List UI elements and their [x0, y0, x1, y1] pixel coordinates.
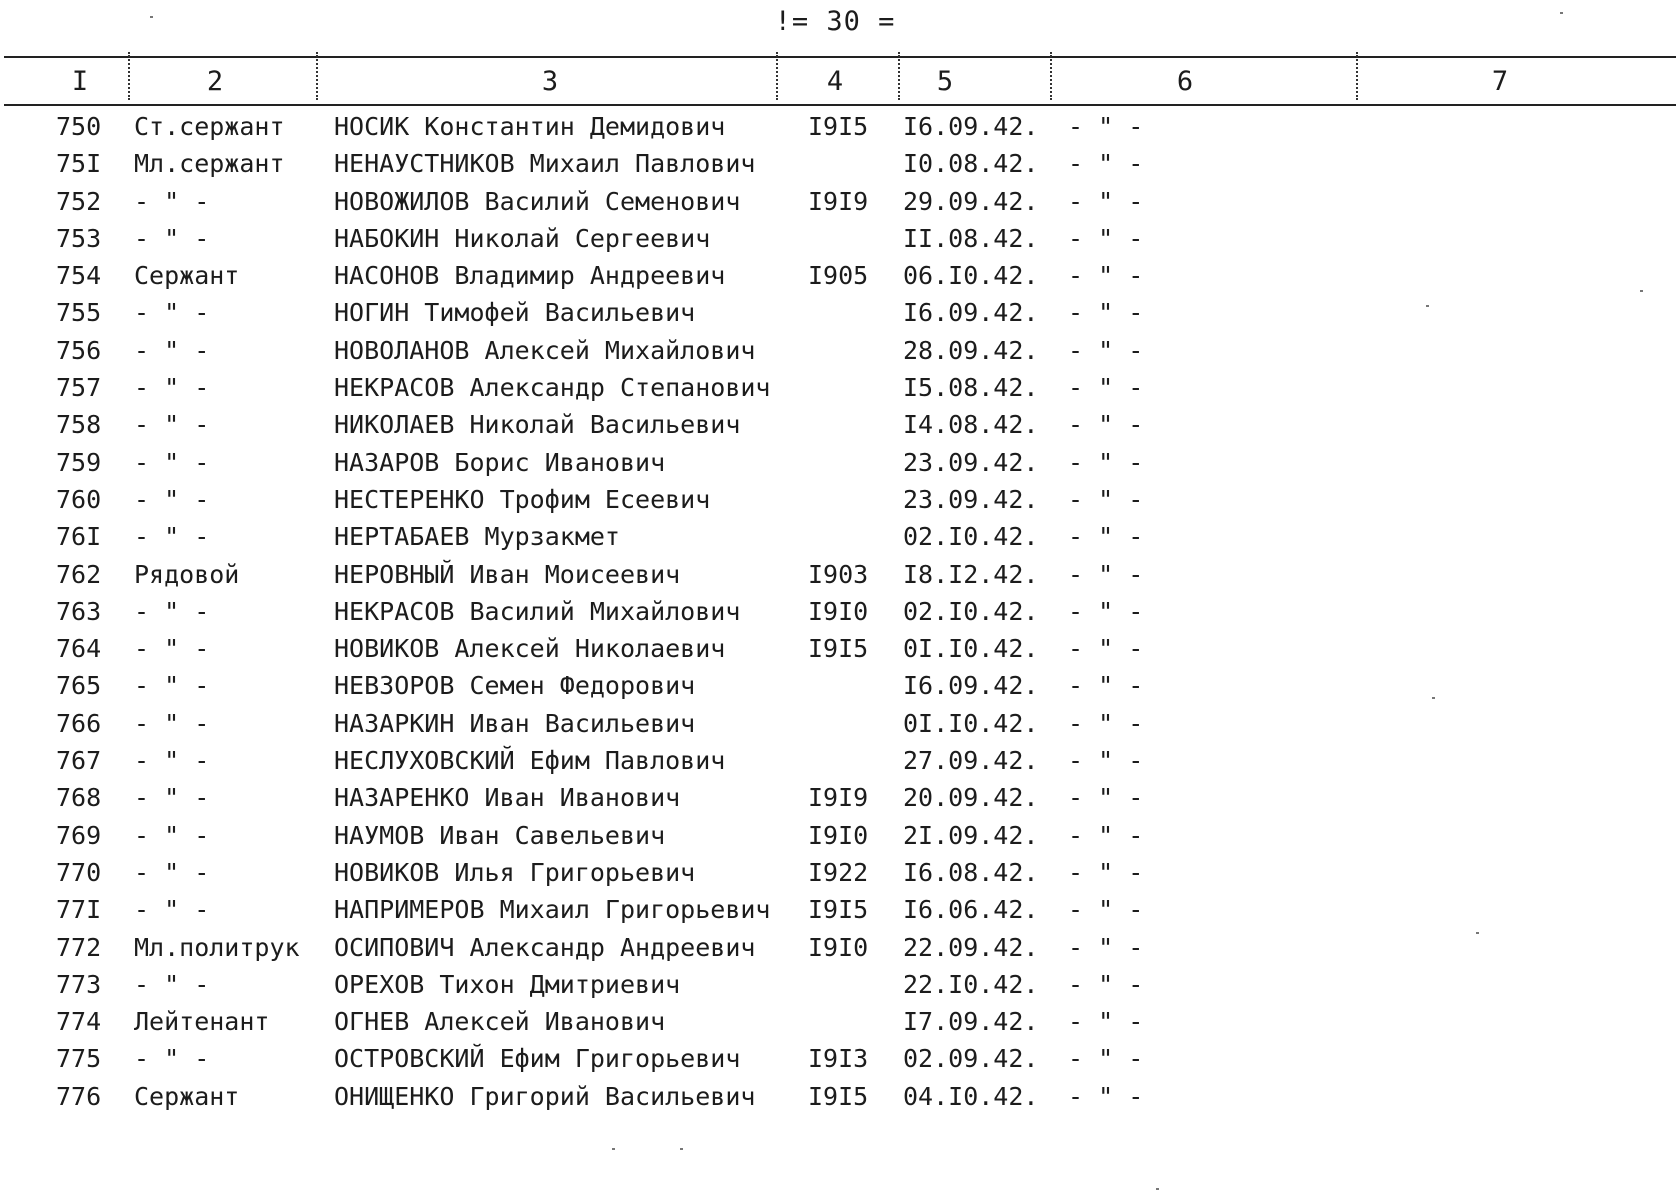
rank-cell: - " - — [134, 447, 210, 477]
ditto-cell: - " - — [1068, 112, 1144, 141]
row-number: 775 — [56, 1044, 102, 1074]
rank-cell: - " - — [134, 634, 210, 664]
row-number: 758 — [56, 410, 102, 440]
rank-cell: - " - — [134, 783, 210, 813]
birth-year-cell: I9I9 — [808, 783, 869, 813]
name-cell: НАЗАРЕНКО Иван Иванович — [334, 783, 681, 813]
name-cell: НАУМОВ Иван Савельевич — [334, 820, 666, 850]
ditto-cell: - " - — [1068, 1081, 1144, 1111]
date-cell: II.08.42. — [903, 223, 1039, 253]
row-number: 765 — [56, 671, 102, 701]
table-row — [0, 556, 1680, 593]
date-cell: 02.09.42. — [903, 1044, 1039, 1074]
rank-cell: Мл.политрук — [134, 932, 300, 962]
rank-cell: Лейтенант — [134, 1007, 270, 1037]
name-cell: НЕСТЕРЕНКО Трофим Есеевич — [334, 484, 711, 514]
rank-cell: - " - — [134, 671, 210, 701]
rank-cell: - " - — [134, 484, 210, 514]
ditto-cell: - " - — [1068, 746, 1144, 776]
ditto-cell: - " - — [1068, 149, 1144, 179]
date-cell: I6.06.42. — [903, 895, 1039, 925]
date-cell: 0I.I0.42. — [903, 708, 1039, 738]
date-cell: I6.09.42. — [903, 112, 1039, 141]
rank-cell: - " - — [134, 522, 210, 552]
name-cell: НЕРОВНЫЙ Иван Моисеевич — [334, 559, 681, 589]
row-number: 754 — [56, 261, 102, 291]
rank-cell: - " - — [134, 895, 210, 925]
row-number: 769 — [56, 820, 102, 850]
name-cell: ОСИПОВИЧ Александр Андреевич — [334, 932, 756, 962]
row-number: 756 — [56, 335, 102, 365]
date-cell: I6.08.42. — [903, 857, 1039, 887]
ditto-cell: - " - — [1068, 969, 1144, 999]
table-row — [0, 891, 1680, 928]
rank-cell: - " - — [134, 1044, 210, 1074]
birth-year-cell: I9I5 — [808, 112, 869, 141]
ditto-cell: - " - — [1068, 783, 1144, 813]
table-row — [0, 294, 1680, 331]
column-header-1: I — [71, 66, 89, 97]
name-cell: НАСОНОВ Владимир Андреевич — [334, 261, 726, 291]
birth-year-cell: I9I0 — [808, 932, 869, 962]
table-body — [0, 108, 1680, 1115]
table-row — [0, 1078, 1680, 1115]
name-cell: ОНИЩЕНКО Григорий Васильевич — [334, 1081, 756, 1111]
ditto-cell: - " - — [1068, 261, 1144, 291]
row-number: 767 — [56, 746, 102, 776]
rank-cell: - " - — [134, 746, 210, 776]
rank-cell: Мл.сержант — [134, 149, 285, 179]
rank-cell: - " - — [134, 373, 210, 403]
rank-cell: - " - — [134, 708, 210, 738]
name-cell: ОРЕХОВ Тихон Дмитриевич — [334, 969, 681, 999]
table-row — [0, 705, 1680, 742]
row-number: 77I — [56, 895, 102, 925]
row-number: 768 — [56, 783, 102, 813]
rank-cell: Рядовой — [134, 559, 240, 589]
ditto-cell: - " - — [1068, 484, 1144, 514]
table-row — [0, 108, 1680, 145]
name-cell: НАЗАРОВ Борис Иванович — [334, 447, 666, 477]
rank-cell: - " - — [134, 820, 210, 850]
table-row — [0, 332, 1680, 369]
row-number: 759 — [56, 447, 102, 477]
date-cell: 22.I0.42. — [903, 969, 1039, 999]
birth-year-cell: I9I5 — [808, 1081, 869, 1111]
name-cell: НОВОЛАНОВ Алексей Михайлович — [334, 335, 756, 365]
rank-cell: Сержант — [134, 1081, 240, 1111]
row-number: 764 — [56, 634, 102, 664]
rank-cell: - " - — [134, 335, 210, 365]
ditto-cell: - " - — [1068, 298, 1144, 328]
date-cell: I6.09.42. — [903, 671, 1039, 701]
date-cell: I5.08.42. — [903, 373, 1039, 403]
rank-cell: - " - — [134, 410, 210, 440]
row-number: 762 — [56, 559, 102, 589]
row-number: 763 — [56, 596, 102, 626]
column-separator — [128, 52, 130, 100]
table-row — [0, 966, 1680, 1003]
name-cell: НАБОКИН Николай Сергеевич — [334, 223, 711, 253]
ditto-cell: - " - — [1068, 335, 1144, 365]
name-cell: НЕВЗОРОВ Семен Федорович — [334, 671, 696, 701]
row-number: 760 — [56, 484, 102, 514]
birth-year-cell: I9I3 — [808, 1044, 869, 1074]
ditto-cell: - " - — [1068, 932, 1144, 962]
row-number: 774 — [56, 1007, 102, 1037]
date-cell: 02.I0.42. — [903, 522, 1039, 552]
name-cell: НЕКРАСОВ Василий Михайлович — [334, 596, 741, 626]
column-separator — [776, 52, 778, 100]
birth-year-cell: I9I5 — [808, 895, 869, 925]
date-cell: I8.I2.42. — [903, 559, 1039, 589]
row-number: 75I — [56, 149, 102, 179]
date-cell: 27.09.42. — [903, 746, 1039, 776]
birth-year-cell: I9I9 — [808, 186, 869, 216]
date-cell: 28.09.42. — [903, 335, 1039, 365]
row-number: 750 — [56, 112, 102, 141]
ditto-cell: - " - — [1068, 1044, 1144, 1074]
table-row — [0, 183, 1680, 220]
ditto-cell: - " - — [1068, 522, 1144, 552]
table-row — [0, 742, 1680, 779]
table-row — [0, 220, 1680, 257]
row-number: 770 — [56, 857, 102, 887]
name-cell: ОГНЕВ Алексей Иванович — [334, 1007, 666, 1037]
table-top-rule — [4, 56, 1676, 58]
name-cell: НЕРТАБАЕВ Мурзакмет — [334, 522, 620, 552]
table-row — [0, 406, 1680, 443]
ditto-cell: - " - — [1068, 410, 1144, 440]
date-cell: 2I.09.42. — [903, 820, 1039, 850]
column-separator — [898, 52, 900, 100]
column-header-6: 6 — [1176, 66, 1194, 97]
row-number: 776 — [56, 1081, 102, 1111]
ditto-cell: - " - — [1068, 634, 1144, 664]
table-row — [0, 1040, 1680, 1077]
date-cell: I0.08.42. — [903, 149, 1039, 179]
birth-year-cell: I9I5 — [808, 634, 869, 664]
table-header-rule — [4, 104, 1676, 106]
ditto-cell: - " - — [1068, 857, 1144, 887]
name-cell: НОГИН Тимофей Васильевич — [334, 298, 696, 328]
column-header-2: 2 — [206, 66, 224, 97]
column-header-4: 4 — [826, 66, 844, 97]
page-number: != 30 = — [774, 6, 896, 37]
table-row — [0, 518, 1680, 555]
date-cell: 02.I0.42. — [903, 596, 1039, 626]
rank-cell: - " - — [134, 857, 210, 887]
ditto-cell: - " - — [1068, 186, 1144, 216]
table-row — [0, 779, 1680, 816]
birth-year-cell: I903 — [808, 559, 869, 589]
row-number: 76I — [56, 522, 102, 552]
table-row — [0, 444, 1680, 481]
table-row — [0, 1003, 1680, 1040]
ditto-cell: - " - — [1068, 223, 1144, 253]
name-cell: НАЗАРКИН Иван Васильевич — [334, 708, 696, 738]
name-cell: НОВИКОВ Илья Григорьевич — [334, 857, 696, 887]
ditto-cell: - " - — [1068, 708, 1144, 738]
rank-cell: - " - — [134, 596, 210, 626]
rank-cell: Сержант — [134, 261, 240, 291]
name-cell: НАПРИМЕРОВ Михаил Григорьевич — [334, 895, 771, 925]
column-separator — [316, 52, 318, 100]
date-cell: I4.08.42. — [903, 410, 1039, 440]
ditto-cell: - " - — [1068, 373, 1144, 403]
ditto-cell: - " - — [1068, 1007, 1144, 1037]
table-row — [0, 481, 1680, 518]
column-separator — [1050, 52, 1052, 100]
name-cell: НЕКРАСОВ Александр Степанович — [334, 373, 771, 403]
birth-year-cell: I905 — [808, 261, 869, 291]
table-row — [0, 667, 1680, 704]
column-header-3: 3 — [541, 66, 559, 97]
date-cell: 22.09.42. — [903, 932, 1039, 962]
table-row — [0, 929, 1680, 966]
rank-cell: Ст.сержант — [134, 112, 285, 141]
birth-year-cell: I9I0 — [808, 596, 869, 626]
date-cell: 23.09.42. — [903, 447, 1039, 477]
name-cell: НЕНАУСТНИКОВ Михаил Павлович — [334, 149, 756, 179]
birth-year-cell: I9I0 — [808, 820, 869, 850]
date-cell: 0I.I0.42. — [903, 634, 1039, 664]
column-header-5: 5 — [936, 66, 954, 97]
date-cell: 23.09.42. — [903, 484, 1039, 514]
date-cell: 04.I0.42. — [903, 1081, 1039, 1111]
ditto-cell: - " - — [1068, 820, 1144, 850]
row-number: 757 — [56, 373, 102, 403]
rank-cell: - " - — [134, 186, 210, 216]
column-separator — [1356, 52, 1358, 100]
date-cell: 20.09.42. — [903, 783, 1039, 813]
date-cell: 06.I0.42. — [903, 261, 1039, 291]
name-cell: ОСТРОВСКИЙ Ефим Григорьевич — [334, 1044, 741, 1074]
ditto-cell: - " - — [1068, 559, 1144, 589]
name-cell: НИКОЛАЕВ Николай Васильевич — [334, 410, 741, 440]
ditto-cell: - " - — [1068, 895, 1144, 925]
name-cell: НОВИКОВ Алексей Николаевич — [334, 634, 726, 664]
ditto-cell: - " - — [1068, 671, 1144, 701]
row-number: 755 — [56, 298, 102, 328]
table-row — [0, 257, 1680, 294]
row-number: 753 — [56, 223, 102, 253]
name-cell: НОВОЖИЛОВ Василий Семенович — [334, 186, 741, 216]
table-row — [0, 593, 1680, 630]
row-number: 773 — [56, 969, 102, 999]
rank-cell: - " - — [134, 969, 210, 999]
row-number: 766 — [56, 708, 102, 738]
table-row — [0, 854, 1680, 891]
table-header-row — [0, 62, 1680, 102]
row-number: 772 — [56, 932, 102, 962]
rank-cell: - " - — [134, 298, 210, 328]
table-row — [0, 145, 1680, 182]
ditto-cell: - " - — [1068, 447, 1144, 477]
date-cell: 29.09.42. — [903, 186, 1039, 216]
row-number: 752 — [56, 186, 102, 216]
ditto-cell: - " - — [1068, 596, 1144, 626]
rank-cell: - " - — [134, 223, 210, 253]
date-cell: I6.09.42. — [903, 298, 1039, 328]
column-header-7: 7 — [1491, 66, 1509, 97]
table-row — [0, 369, 1680, 406]
table-row — [0, 630, 1680, 667]
name-cell: НОСИК Константин Демидович — [334, 112, 726, 141]
birth-year-cell: I922 — [808, 857, 869, 887]
name-cell: НЕСЛУХОВСКИЙ Ефим Павлович — [334, 746, 726, 776]
date-cell: I7.09.42. — [903, 1007, 1039, 1037]
table-row — [0, 817, 1680, 854]
